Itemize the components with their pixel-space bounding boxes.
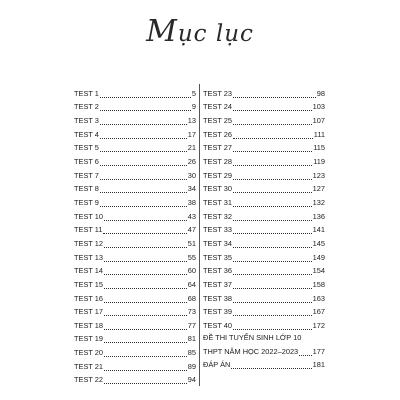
toc-entry-page: 149 bbox=[312, 252, 325, 262]
toc-entry-label: TEST 13 bbox=[74, 252, 104, 262]
toc-entry-page: 111 bbox=[313, 129, 325, 139]
dot-leader bbox=[233, 200, 312, 207]
toc-entry[interactable] bbox=[74, 262, 196, 276]
toc-entry-label: TEST 34 bbox=[203, 238, 233, 248]
toc-entry[interactable] bbox=[203, 98, 325, 112]
dot-leader bbox=[100, 159, 187, 166]
toc-entry-page: 85 bbox=[187, 348, 196, 358]
dot-leader bbox=[100, 104, 191, 111]
toc-entry-page: 94 bbox=[187, 375, 196, 385]
toc-entry-page: 5 bbox=[191, 88, 196, 98]
toc-entry[interactable] bbox=[74, 275, 196, 289]
toc-entry[interactable] bbox=[203, 152, 325, 166]
toc-entry-page: 38 bbox=[187, 197, 196, 207]
toc-entry-label: TEST 18 bbox=[74, 320, 104, 330]
toc-entry-label: TEST 22 bbox=[74, 375, 104, 385]
toc-entry-page: 123 bbox=[312, 170, 325, 180]
toc-entry-page: 9 bbox=[191, 102, 196, 112]
title-rest: ục lục bbox=[177, 21, 254, 47]
dot-leader bbox=[100, 118, 187, 125]
dot-leader bbox=[100, 173, 187, 180]
toc-entry-answers-label: ĐÁP ÁN bbox=[203, 360, 231, 370]
dot-leader bbox=[104, 241, 187, 248]
toc-column-right bbox=[203, 84, 325, 369]
dot-leader bbox=[104, 364, 187, 371]
toc-entry-page: 141 bbox=[312, 225, 325, 235]
dot-leader bbox=[233, 214, 312, 221]
toc-entry-page: 60 bbox=[187, 266, 196, 276]
toc-entry-page: 127 bbox=[312, 184, 325, 194]
dot-leader bbox=[104, 377, 187, 384]
toc-entry-page: 21 bbox=[187, 143, 196, 153]
toc-entry[interactable] bbox=[203, 262, 325, 276]
toc-entry[interactable] bbox=[74, 357, 196, 371]
toc-entry-exam-line1: ĐỀ THI TUYỂN SINH LỚP 10 bbox=[203, 332, 302, 342]
toc-entry[interactable] bbox=[203, 234, 325, 248]
toc-entry-label: TEST 23 bbox=[203, 88, 233, 98]
toc-entry[interactable] bbox=[203, 193, 325, 207]
toc-entry-label: TEST 2 bbox=[74, 102, 99, 112]
toc-entry[interactable] bbox=[74, 180, 196, 194]
toc-entry[interactable] bbox=[74, 84, 196, 98]
dot-leader bbox=[231, 362, 311, 369]
toc-entry-label: TEST 5 bbox=[74, 143, 99, 153]
toc-entry-label: TEST 16 bbox=[74, 293, 104, 303]
toc-entry-label: TEST 6 bbox=[74, 156, 99, 166]
toc-entry-page: 51 bbox=[187, 238, 196, 248]
dot-leader bbox=[100, 132, 187, 139]
toc-entry-page: 73 bbox=[187, 307, 196, 317]
toc-entry-page: 107 bbox=[312, 115, 325, 125]
toc-entry-page: 64 bbox=[187, 279, 196, 289]
toc-entry-page: 34 bbox=[187, 184, 196, 194]
dot-leader bbox=[104, 309, 187, 316]
toc-entry-label: TEST 28 bbox=[203, 156, 233, 166]
toc-entry-page: 43 bbox=[187, 211, 196, 221]
dot-leader bbox=[233, 268, 312, 275]
toc-entry-label: TEST 4 bbox=[74, 129, 99, 139]
toc-entry-label: TEST 27 bbox=[203, 143, 233, 153]
dot-leader bbox=[233, 309, 312, 316]
dot-leader bbox=[104, 350, 187, 357]
dot-leader bbox=[233, 227, 312, 234]
toc-entry-label: TEST 15 bbox=[74, 279, 104, 289]
toc-entry[interactable] bbox=[203, 139, 325, 153]
toc-entry-answers[interactable] bbox=[203, 356, 325, 370]
toc-entry-label: TEST 38 bbox=[203, 293, 233, 303]
toc-entry-page: 47 bbox=[187, 225, 196, 235]
dot-leader bbox=[100, 186, 187, 193]
toc-entry-label: TEST 26 bbox=[203, 129, 233, 139]
toc-entry-label: TEST 17 bbox=[74, 307, 104, 317]
dot-leader bbox=[233, 186, 312, 193]
toc-entry-page: 81 bbox=[187, 334, 196, 344]
dot-leader bbox=[233, 118, 312, 125]
toc-entry-label: TEST 40 bbox=[203, 320, 233, 330]
toc-entry[interactable] bbox=[74, 343, 196, 357]
toc-entry-label: TEST 29 bbox=[203, 170, 233, 180]
toc-entry-label: TEST 39 bbox=[203, 307, 233, 317]
dot-leader bbox=[233, 296, 312, 303]
toc-entry[interactable] bbox=[203, 248, 325, 262]
toc-entry-page: 154 bbox=[312, 266, 325, 276]
dot-leader bbox=[100, 91, 191, 98]
toc-entry[interactable] bbox=[74, 152, 196, 166]
dot-leader bbox=[104, 336, 187, 343]
dot-leader bbox=[104, 214, 187, 221]
toc-entry[interactable] bbox=[74, 303, 196, 317]
toc-entry[interactable] bbox=[203, 207, 325, 221]
toc-entry[interactable] bbox=[203, 289, 325, 303]
toc-entry[interactable] bbox=[74, 234, 196, 248]
toc-entry[interactable] bbox=[74, 98, 196, 112]
toc-entry-page: 55 bbox=[187, 252, 196, 262]
dot-leader bbox=[233, 173, 312, 180]
dot-leader bbox=[104, 296, 187, 303]
toc-entry-page: 145 bbox=[312, 238, 325, 248]
toc-entry-page: 115 bbox=[313, 143, 325, 153]
toc-entry-page: 98 bbox=[316, 88, 325, 98]
toc-entry-page: 30 bbox=[187, 170, 196, 180]
toc-entry-page: 103 bbox=[312, 102, 325, 112]
dot-leader bbox=[233, 91, 316, 98]
toc-entry-label: TEST 8 bbox=[74, 184, 99, 194]
toc-entry-label: TEST 32 bbox=[203, 211, 233, 221]
toc-entry[interactable] bbox=[203, 303, 325, 317]
toc-entry[interactable] bbox=[74, 193, 196, 207]
dot-leader bbox=[104, 255, 187, 262]
toc-entry[interactable] bbox=[203, 84, 325, 98]
dot-leader bbox=[104, 323, 187, 330]
toc-entry[interactable] bbox=[74, 221, 196, 235]
dot-leader bbox=[233, 132, 313, 139]
toc-entry-label: TEST 24 bbox=[203, 102, 233, 112]
dot-leader bbox=[233, 241, 312, 248]
dot-leader bbox=[104, 268, 187, 275]
toc-entry-label: TEST 21 bbox=[74, 361, 104, 371]
toc-entry-label: TEST 3 bbox=[74, 115, 99, 125]
column-divider bbox=[199, 84, 200, 386]
toc-entry[interactable] bbox=[74, 207, 196, 221]
dot-leader bbox=[100, 145, 187, 152]
toc-entry-page: 68 bbox=[187, 293, 196, 303]
toc-entry-label: TEST 12 bbox=[74, 238, 104, 248]
toc-entry[interactable] bbox=[203, 180, 325, 194]
toc-entry-label: TEST 33 bbox=[203, 225, 233, 235]
toc-entry[interactable] bbox=[74, 139, 196, 153]
toc-entry-label: TEST 9 bbox=[74, 197, 99, 207]
dot-leader bbox=[103, 227, 186, 234]
toc-entry-answers-page: 181 bbox=[312, 360, 325, 370]
title-initial: M bbox=[146, 14, 178, 49]
toc-entry-exam-line2: THPT NĂM HỌC 2022–2023 bbox=[203, 346, 299, 356]
dot-leader bbox=[100, 200, 187, 207]
dot-leader bbox=[233, 145, 312, 152]
toc-entry-page: 172 bbox=[312, 320, 325, 330]
toc-entry[interactable] bbox=[203, 166, 325, 180]
toc-entry[interactable] bbox=[74, 125, 196, 139]
dot-leader bbox=[299, 349, 311, 356]
toc-entry-label: TEST 1 bbox=[74, 88, 99, 98]
toc-entry[interactable] bbox=[203, 221, 325, 235]
dot-leader bbox=[233, 323, 312, 330]
toc-entry-page: 119 bbox=[313, 156, 325, 166]
toc-entry-page: 17 bbox=[187, 129, 196, 139]
toc-entry[interactable] bbox=[74, 330, 196, 344]
dot-leader bbox=[233, 282, 312, 289]
toc-entry[interactable] bbox=[74, 289, 196, 303]
toc-entry-label: TEST 11 bbox=[74, 225, 103, 235]
toc-entry[interactable] bbox=[203, 125, 325, 139]
toc-entry-label: TEST 19 bbox=[74, 334, 104, 344]
toc-entry[interactable] bbox=[74, 111, 196, 125]
toc-entry-page: 167 bbox=[312, 307, 325, 317]
toc-entry[interactable] bbox=[203, 111, 325, 125]
toc-entry-label: TEST 35 bbox=[203, 252, 233, 262]
toc-entry[interactable] bbox=[74, 248, 196, 262]
toc-entry-page: 163 bbox=[312, 293, 325, 303]
toc-entry-label: TEST 20 bbox=[74, 348, 104, 358]
dot-leader bbox=[233, 104, 312, 111]
toc-entry-label: TEST 10 bbox=[74, 211, 104, 221]
toc-entry[interactable] bbox=[74, 371, 196, 385]
page-title bbox=[0, 14, 400, 49]
toc-entry-label: TEST 14 bbox=[74, 266, 104, 276]
dot-leader bbox=[104, 282, 187, 289]
toc-entry-exam-page: 177 bbox=[312, 346, 325, 356]
toc-entry-page: 13 bbox=[187, 115, 196, 125]
toc-entry-page: 158 bbox=[312, 279, 325, 289]
toc-entry-exam[interactable] bbox=[203, 330, 325, 356]
toc-entry-label: TEST 7 bbox=[74, 170, 99, 180]
toc-entry[interactable] bbox=[203, 275, 325, 289]
toc-entry-label: TEST 31 bbox=[203, 197, 233, 207]
dot-leader bbox=[233, 159, 312, 166]
toc-entry-page: 26 bbox=[187, 156, 196, 166]
toc-entry-page: 77 bbox=[187, 320, 196, 330]
toc-entry[interactable] bbox=[203, 316, 325, 330]
toc-column-left bbox=[74, 84, 196, 384]
toc-entry[interactable] bbox=[74, 316, 196, 330]
toc-entry-label: TEST 37 bbox=[203, 279, 233, 289]
toc-entry-label: TEST 30 bbox=[203, 184, 233, 194]
toc-entry-page: 132 bbox=[312, 197, 325, 207]
toc-entry[interactable] bbox=[74, 166, 196, 180]
toc-entry-label: TEST 25 bbox=[203, 115, 233, 125]
toc-entry-page: 89 bbox=[187, 361, 196, 371]
toc-entry-page: 136 bbox=[312, 211, 325, 221]
dot-leader bbox=[233, 255, 312, 262]
toc-entry-label: TEST 36 bbox=[203, 266, 233, 276]
